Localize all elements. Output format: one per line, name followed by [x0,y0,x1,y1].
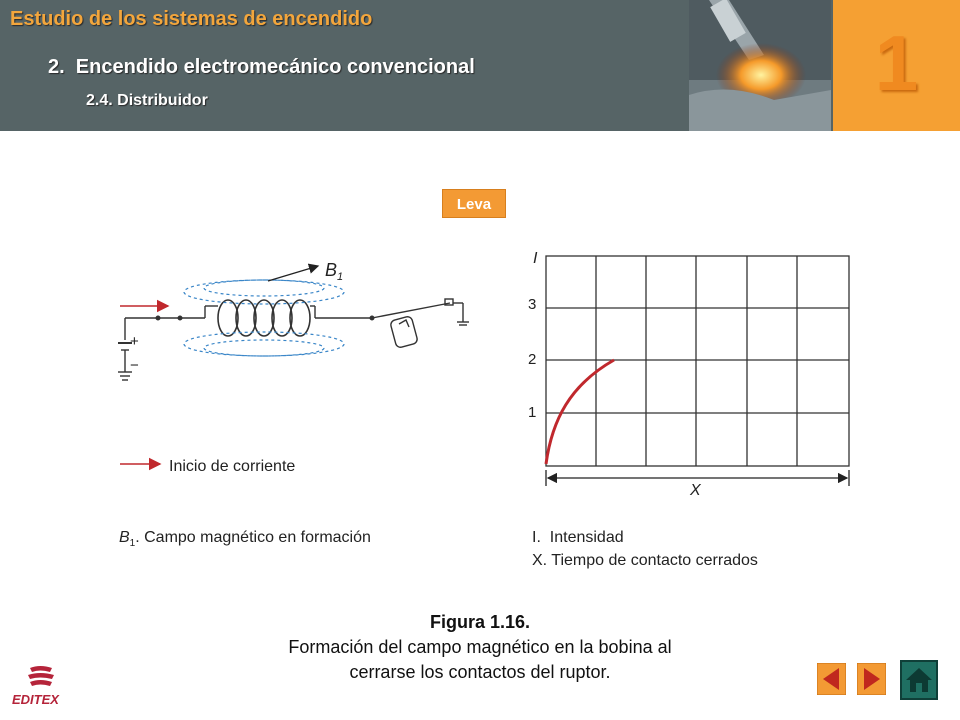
subsection-title: 2.4. Distribuidor [86,92,208,109]
previous-arrow-icon[interactable] [817,663,846,695]
spark-plug-photo [689,0,831,131]
chapter-badge [833,0,960,131]
minus-sign: − [130,357,139,374]
caption-line-2: cerrarse los contactos del ruptor. [349,662,611,682]
b1-pointer [268,266,318,281]
current-graph [528,250,849,499]
leva-button[interactable]: Leva [442,189,506,218]
legend-current-start: Inicio de corriente [169,458,296,475]
legend-intensity: I. Intensidad [532,529,624,546]
current-curve [546,360,614,464]
legend-b1-text: . Campo magnético en formación [135,529,371,546]
legend-b1 [119,529,371,549]
y-axis-label: I [533,250,538,267]
section-title: 2. Encendido electromecánico convencional [48,56,475,78]
figure-caption [230,610,730,685]
x-axis-label: X [690,482,701,499]
coil [218,300,310,336]
tick-2: 2 [528,351,537,368]
b1-subscript: 1 [337,271,344,283]
b1-label [325,260,343,283]
home-button[interactable] [900,660,938,700]
editex-logo [12,664,74,708]
caption-title: Figura 1.16. [429,612,531,632]
home-icon [902,662,936,698]
logo-text: EDITEX [12,692,59,707]
header-bar [0,0,960,131]
b1-symbol: B [325,260,338,280]
plus-sign: + [130,333,139,350]
figure-1-16 [100,230,860,580]
caption-line-1: Formación del campo magnético en la bobina al [288,637,672,657]
presentation-title: Estudio de los sistemas de encendido [10,8,373,30]
legend-time: X. Tiempo de contacto cerrados [532,552,758,569]
tick-3: 3 [528,296,537,313]
tick-1: 1 [528,404,537,421]
graph-grid [546,256,849,466]
chapter-number: 1 [874,19,919,107]
legend-b1-subscript: 1 [129,538,136,549]
next-arrow-icon[interactable] [857,663,886,695]
circuit-diagram [118,299,469,380]
legend-b1-symbol: B [119,529,130,546]
